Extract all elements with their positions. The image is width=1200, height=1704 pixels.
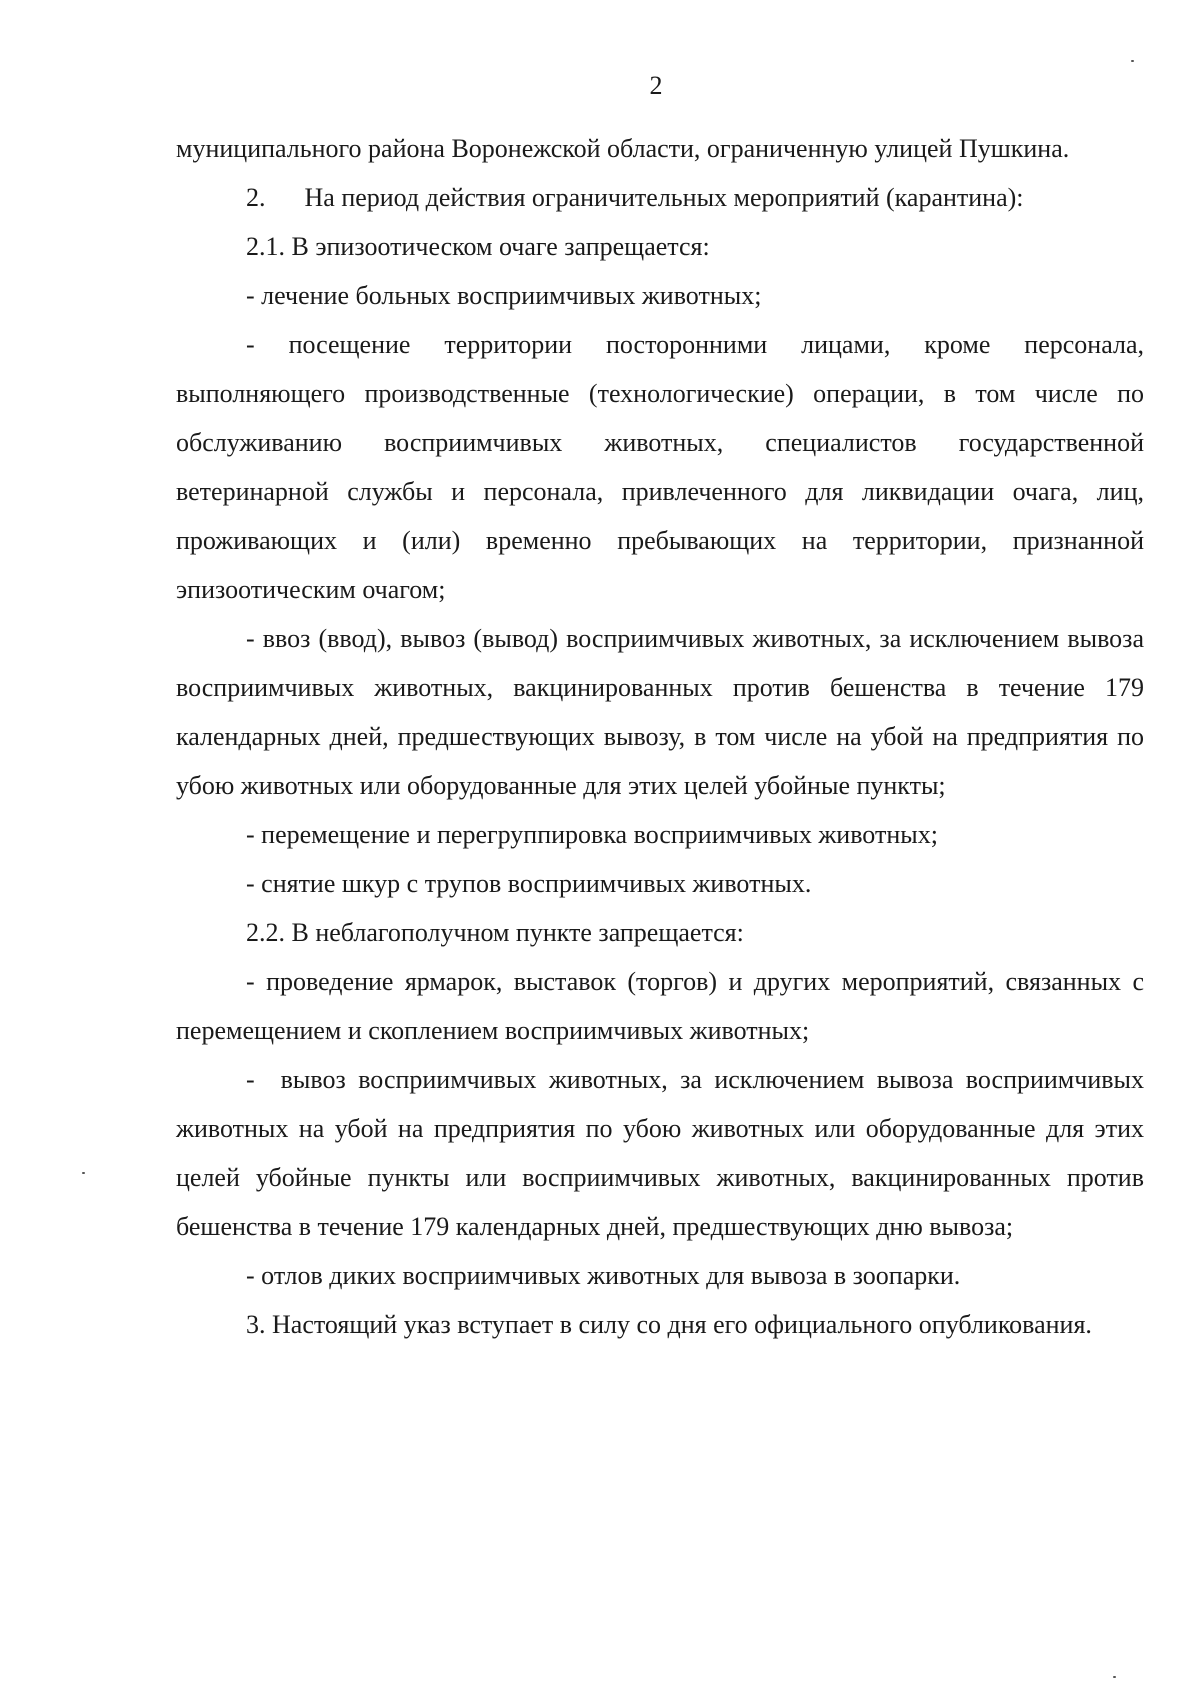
paragraph-bullet-movement: - перемещение и перегруппировка восприимчивых животных;	[246, 820, 938, 849]
paragraph-bullet-removal: - вывоз восприимчивых животных, за исключением вывоза восприимчивых животных на убой на предприятия по убою животных или оборудованные для этих целей убойные пункты или восприимчивых животных, вакцинированных против бешенства в течение 179 календарных дней, предшествующих дню вывоза;	[176, 1065, 1144, 1241]
paragraph-bullet-fairs: - проведение ярмарок, выставок (торгов) и других мероприятий, связанных с перемещением и скоплением восприимчивых животных;	[176, 967, 1144, 1045]
paragraph-bullet-capture: - отлов диких восприимчивых животных для вывоза в зоопарки.	[246, 1261, 961, 1290]
paragraph-bullet-import-export: - ввоз (ввод), вывоз (вывод) восприимчивых животных, за исключением вывоза восприимчивых животных, вакцинированных против бешенства в течение 179 календарных дней, предшествующих вывозу, в том числе на убой на предприятия по убою животных или оборудованные для этих целей убойные пункты;	[176, 624, 1144, 800]
paragraph-item-2-1: 2.1. В эпизоотическом очаге запрещается:	[246, 232, 710, 261]
scan-speck	[1113, 1676, 1116, 1678]
paragraph-item-2-2: 2.2. В неблагополучном пункте запрещается:	[246, 918, 744, 947]
paragraph-item-3: 3. Настоящий указ вступает в силу со дня его официального опубликования.	[246, 1310, 1092, 1339]
page-number: 2	[649, 71, 663, 100]
paragraph-bullet-treatment: - лечение больных восприимчивых животных;	[246, 281, 762, 310]
paragraph-bullet-visits: - посещение территории посторонними лицами, кроме персонала, выполняющего производственные (технологические) операции, в том числе по обслуживанию восприимчивых животных, специалистов государственной ветеринарной службы и персонала, привлеченного для ликвидации очага, лиц, проживающих и (или) временно пребывающих на территории, признанной эпизоотическим очагом;	[176, 330, 1144, 604]
paragraph-continuation: муниципального района Воронежской области, ограниченную улицей Пушкина.	[176, 134, 1070, 163]
scan-speck	[82, 1172, 85, 1174]
paragraph-bullet-skins: - снятие шкур с трупов восприимчивых животных.	[246, 869, 812, 898]
scan-speck	[1131, 60, 1134, 62]
document-body	[176, 124, 1144, 1349]
paragraph-item-2: 2. На период действия ограничительных мероприятий (карантина):	[246, 183, 1024, 212]
